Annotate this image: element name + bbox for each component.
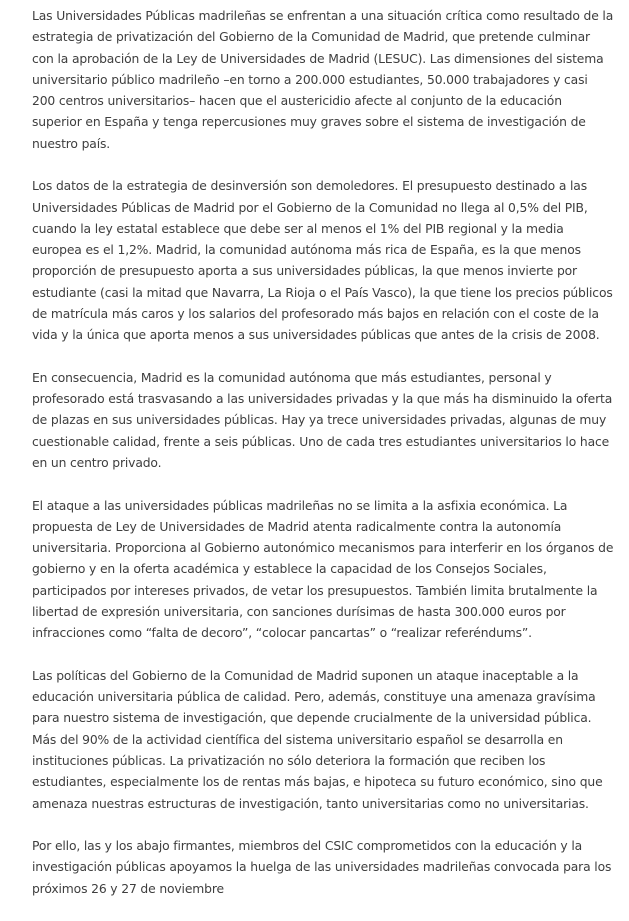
paragraph-situation: Las Universidades Públicas madrileñas se enfrentan a una situación crítica como resultado de la estrategia de privatización del Gobierno de la Comunidad de Madrid, que pretende culminar con la aprobación de la Ley de Universidades de Madrid (LESUC). Las dimensiones del sistema universitario público madrileño –en torno a 200.000 estudiantes, 50.000 trabajadores y casi 200 centros universitarios– hacen que el austericidio afecte al conjunto de la educación superior en España y tenga repercusiones muy graves sobre el sistema de investigación de nuestro país. [32,9,614,151]
paragraph-strike-support: Por ello, las y los abajo firmantes, miembros del CSIC comprometidos con la educación y la investigación públicas apoyamos la huelga de las universidades madrileñas convocada para los próximos 26 y 27 de noviembre [32,839,612,896]
paragraph-research-threat: Las políticas del Gobierno de la Comunidad de Madrid suponen un ataque inaceptable a la educación universitaria pública de calidad. Pero, además, constituye una amenaza gravísima para nuestro sistema de investigación, que depende crucialmente de la universidad pública. Más del 90% de la actividad científica del sistema universitario español se desarrolla en instituciones públicas. La privatización no sólo deteriora la formación que reciben los estudiantes, especialmente los de rentas más bajas, e hipoteca su futuro económico, sino que amenaza nuestras estructuras de investigación, tanto universitarias como no universitarias. [32,668,603,811]
paragraph-privatization-consequences: En consecuencia, Madrid es la comunidad autónoma que más estudiantes, personal y profesorado está trasvasando a las universidades privadas y la que más ha disminuido la oferta de plazas en sus universidades públicas. Hay ya trece universidades privadas, algunas de muy cuestionable calidad, frente a seis públicas. Uno de cada tres estudiantes universitarios lo hace en un centro privado. [32,370,613,471]
paragraph-budget-data: Los datos de la estrategia de desinversión son demoledores. El presupuesto destinado a las Universidades Públicas de Madrid por el Gobierno de la Comunidad no llega al 0,5% del PIB, cuando la ley estatal establece que debe ser al menos el 1% del PIB regional y la media europea es el 1,2%. Madrid, la comunidad autónoma más rica de España, es la que menos proporción de presupuesto aporta a sus universidades públicas, la que menos invierte por estudiante (casi la mitad que Navarra, La Rioja o el País Vasco), la que tiene los precios públicos de matrícula más caros y los salarios del profesorado más bajos en relación con el coste de la vida y la única que aporta menos a sus universidades públicas que antes de la crisis de 2008. [32,179,613,343]
article-body [32,6,614,921]
paragraph-autonomy-attack: El ataque a las universidades públicas madrileñas no se limita a la asfixia económica. La propuesta de Ley de Universidades de Madrid atenta radicalmente contra la autonomía universitaria. Proporciona al Gobierno autonómico mecanismos para interferir en los órganos de gobierno y en la oferta académica y establece la capacidad de los Consejos Sociales, participados por intereses privados, de vetar los presupuestos. También limita brutalmente la libertad de expresión universitaria, con sanciones durísimas de hasta 300.000 euros por infracciones como “falta de decoro”, “colocar pancartas” o “realizar referéndums”. [32,498,614,641]
